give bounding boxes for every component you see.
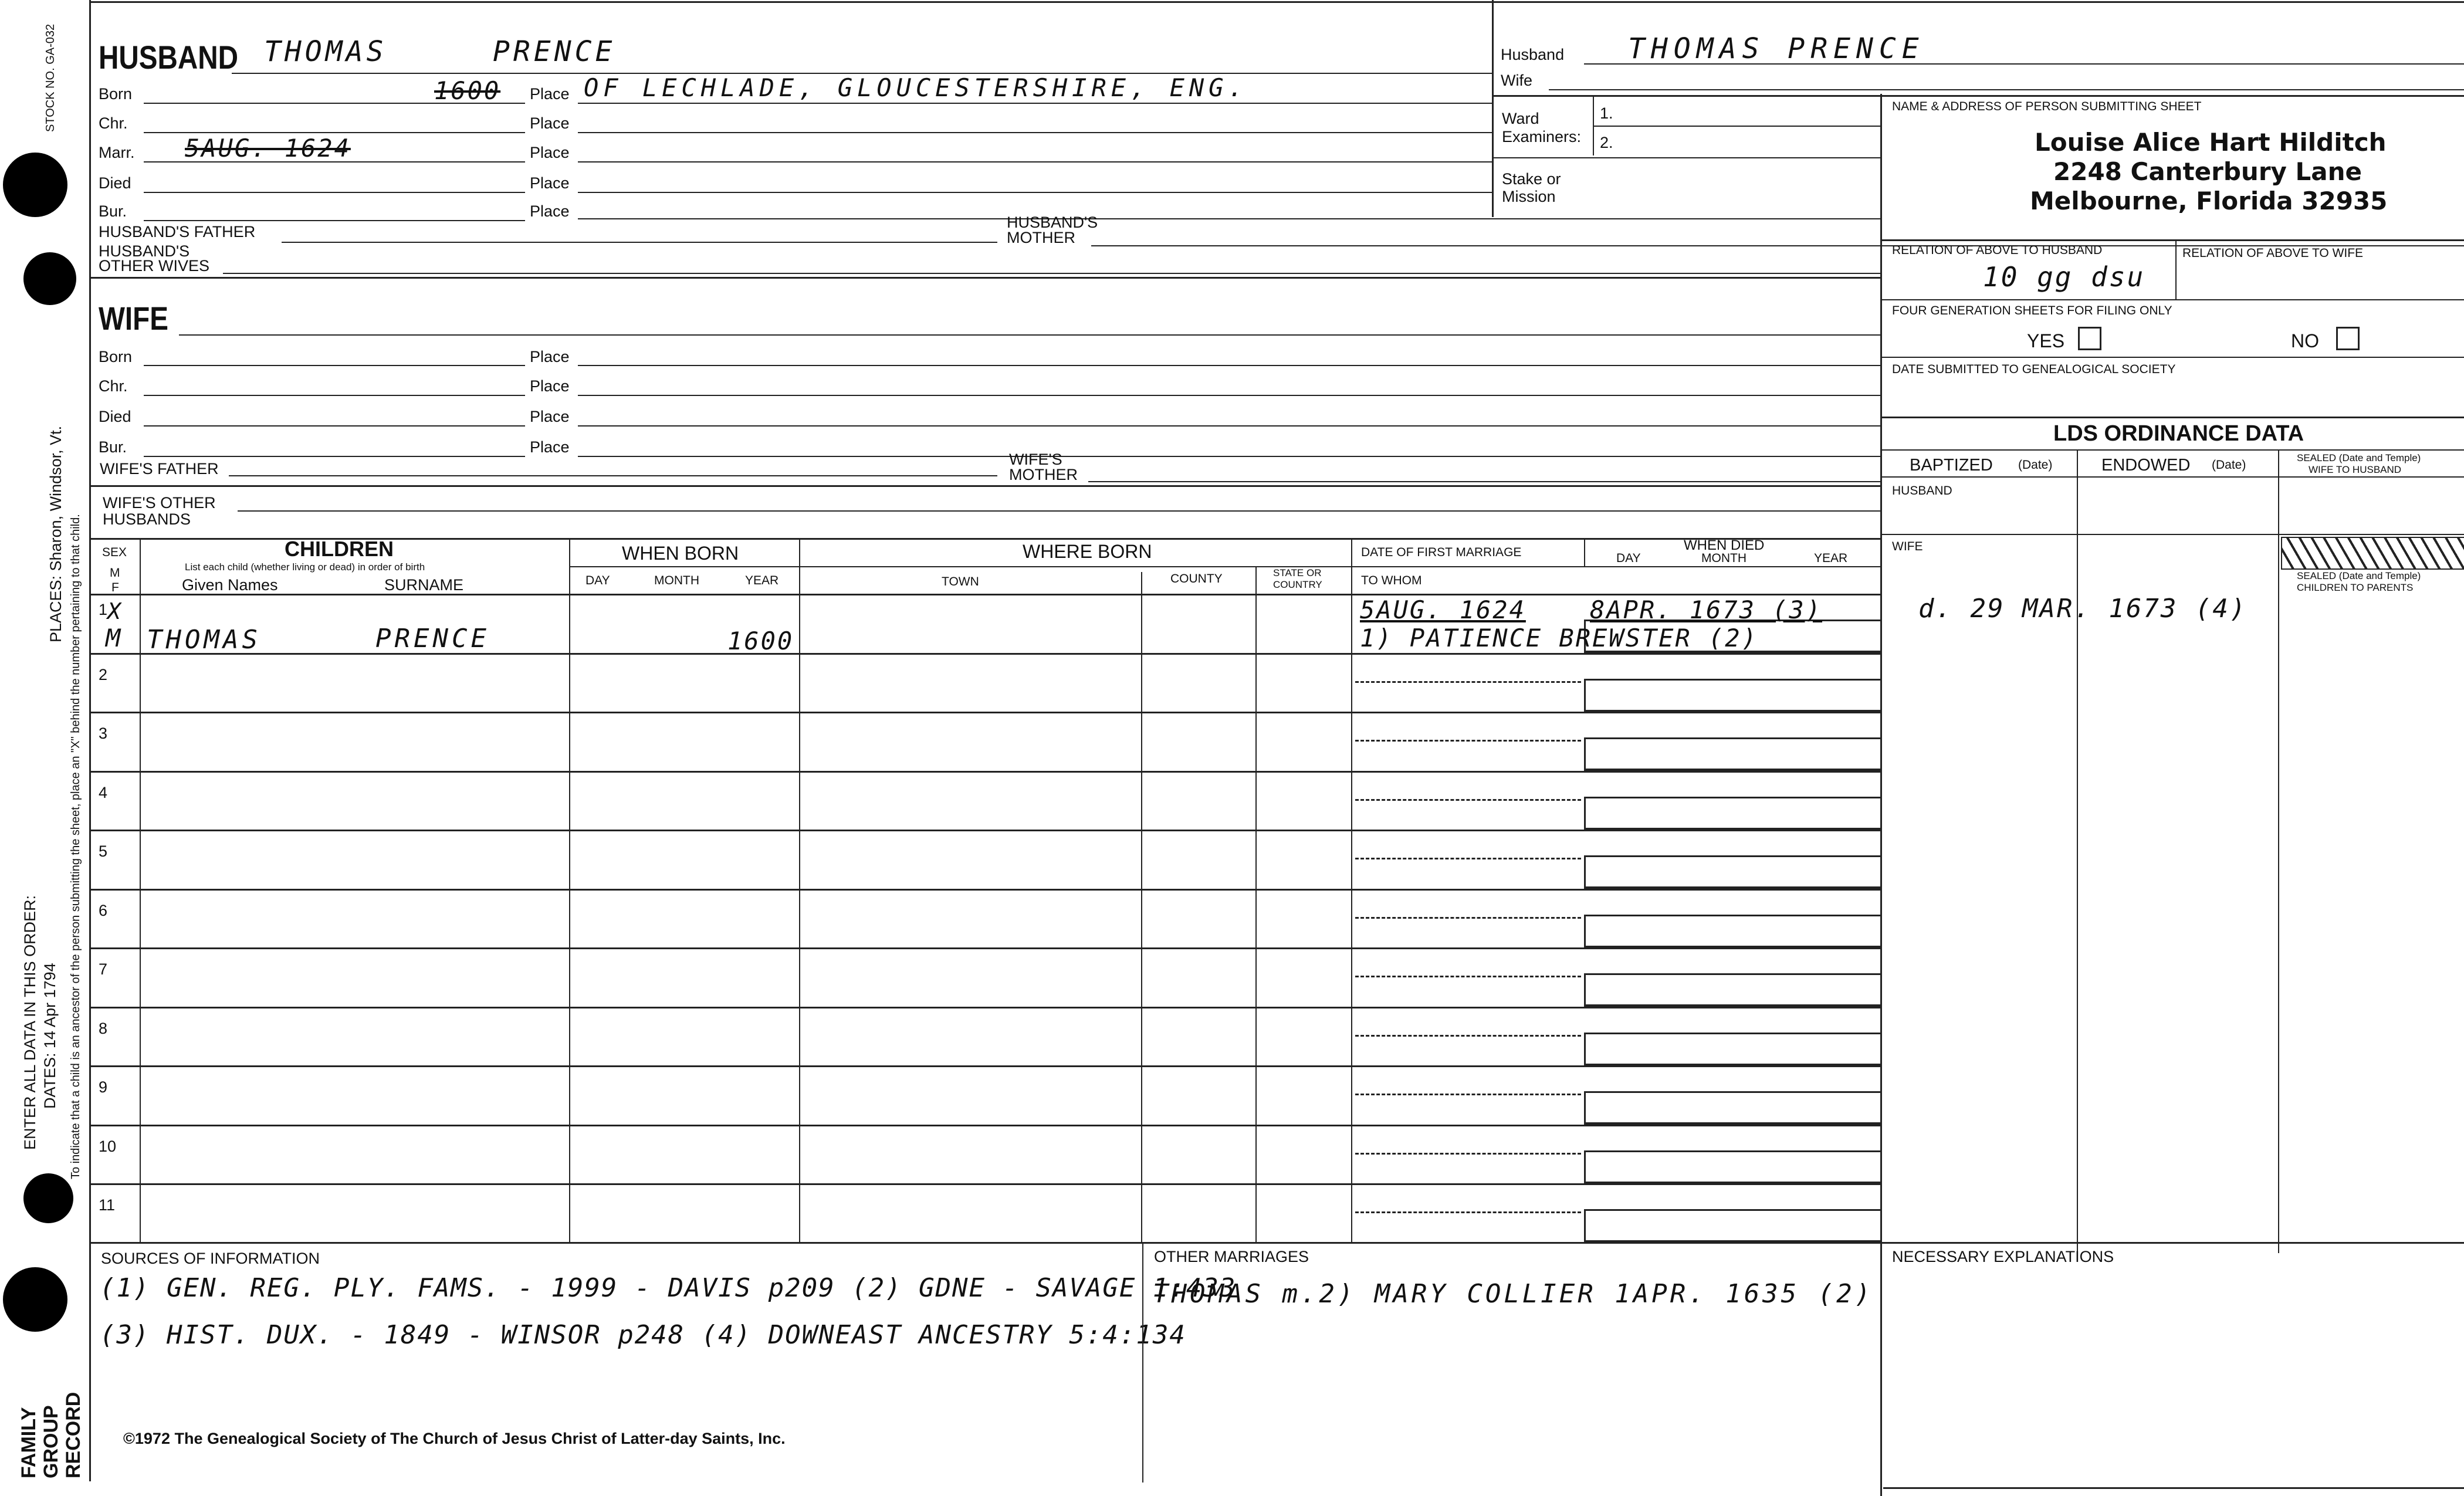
wife-heading: WIFE xyxy=(99,300,168,337)
death-date-box xyxy=(1584,973,1881,1007)
top-border xyxy=(89,1,2464,3)
place-label: Place xyxy=(530,348,570,365)
place-label: Place xyxy=(530,202,570,220)
month-header: MONTH xyxy=(654,574,699,587)
other-marriages-value: THOMAS m.2) MARY COLLIER 1APR. 1635 (2) xyxy=(1153,1279,1874,1309)
child-row-divider xyxy=(89,1065,1880,1067)
death-date-box xyxy=(1584,679,1881,713)
stock-number: STOCK NO. GA-032 xyxy=(44,23,57,132)
child-row-number: 1 xyxy=(99,601,108,618)
right-panel-divider xyxy=(1880,94,1882,1496)
marriage-date-dashed-line xyxy=(1355,1094,1581,1095)
town-header: TOWN xyxy=(942,575,979,588)
examiner-1: 1. xyxy=(1600,104,1613,122)
county-header: COUNTY xyxy=(1170,572,1223,585)
examiners-label: Examiners: xyxy=(1502,128,1582,145)
header-divider xyxy=(1492,0,1494,217)
marriage-date-dashed-line xyxy=(1355,917,1581,919)
submitter-street: 2248 Canterbury Lane xyxy=(2053,157,2363,186)
child-1-given: THOMAS xyxy=(147,625,261,655)
other-marriages-label: OTHER MARRIAGES xyxy=(1154,1248,1309,1265)
relation-husband-label: RELATION OF ABOVE TO HUSBAND xyxy=(1892,243,2103,257)
sealed-wife-label: SEALED (Date and Temple) xyxy=(2297,452,2421,463)
child-row-divider xyxy=(89,1183,1880,1185)
wifes-mother-label-2: MOTHER xyxy=(1009,466,1078,483)
marriage-date-dashed-line xyxy=(1355,1035,1581,1037)
child-row-divider xyxy=(89,1125,1880,1126)
submitter-label: NAME & ADDRESS OF PERSON SUBMITTING SHEET xyxy=(1892,100,2202,113)
husband-given-name: THOMAS xyxy=(264,35,387,68)
death-date-box xyxy=(1584,1209,1881,1243)
examiner-2: 2. xyxy=(1600,134,1613,151)
child-row-number: 10 xyxy=(99,1137,117,1155)
place-label: Place xyxy=(530,114,570,132)
enter-all-data: ENTER ALL DATA IN THIS ORDER: xyxy=(21,895,39,1150)
child-1-death-date: 8APR. 1673 (3) xyxy=(1590,595,1823,624)
family-group-record-title: FAMILY GROUP RECORD xyxy=(18,1392,84,1478)
place-label: Place xyxy=(530,144,570,161)
husband-born-place: OF LECHLADE, GLOUCESTERSHIRE, ENG. xyxy=(584,73,1248,102)
punch-hole xyxy=(23,252,76,305)
child-row-divider xyxy=(89,830,1880,831)
died-month-header: MONTH xyxy=(1701,551,1747,565)
husbands-other-wives-label-2: OTHER WIVES xyxy=(99,257,210,275)
lds-husband-label: HUSBAND xyxy=(1892,484,1952,497)
yes-checkbox[interactable] xyxy=(2078,327,2101,350)
no-checkbox[interactable] xyxy=(2336,327,2360,350)
marriage-date-dashed-line xyxy=(1355,1211,1581,1213)
punch-hole xyxy=(3,1267,67,1332)
header-husband-value: THOMAS PRENCE xyxy=(1628,32,1925,65)
child-1-surname: PRENCE xyxy=(375,624,490,654)
husband-marr-label: Marr. xyxy=(99,144,135,161)
sex-m: M xyxy=(110,566,120,580)
child-row-number: 3 xyxy=(99,725,108,742)
source-line-2: (3) HIST. DUX. - 1849 - WINSOR p248 (4) DOWNEAST ANCESTRY 5:4:134 xyxy=(100,1320,1186,1350)
child-1-sex: M xyxy=(106,624,123,652)
lds-wife-label: WIFE xyxy=(1892,540,1923,553)
child-1-marker: X xyxy=(107,598,123,624)
given-names-header: Given Names xyxy=(182,576,278,594)
sex-f: F xyxy=(111,581,119,594)
places-note: PLACES: Sharon, Windsor, Vt. xyxy=(47,425,65,642)
surname-header: SURNAME xyxy=(384,576,464,594)
marriage-date-dashed-line xyxy=(1355,976,1581,977)
marriage-date-dashed-line xyxy=(1355,858,1581,859)
death-date-box xyxy=(1584,915,1881,949)
mission-label: Mission xyxy=(1502,188,1556,205)
child-row-divider xyxy=(89,712,1880,713)
ward-label: Ward xyxy=(1502,110,1539,127)
lds-baptized: BAPTIZED xyxy=(1910,456,1993,475)
death-date-box xyxy=(1584,1150,1881,1184)
sex-header: SEX xyxy=(102,546,127,559)
to-whom-header: TO WHOM xyxy=(1361,574,1422,587)
lds-title: LDS ORDINANCE DATA xyxy=(2053,421,2304,446)
wife-bur-label: Bur. xyxy=(99,438,127,456)
child-row-divider xyxy=(89,653,1880,655)
endowed-date-label: (Date) xyxy=(2212,458,2246,472)
stake-label: Stake or xyxy=(1502,170,1561,188)
wifes-other-husbands-label-2: HUSBANDS xyxy=(103,510,191,528)
where-born-header: WHERE BORN xyxy=(1023,541,1152,562)
husband-heading: HUSBAND xyxy=(99,39,238,76)
child-1-marriage-date: 5AUG. 1624 xyxy=(1360,595,1526,624)
husbands-father-label: HUSBAND'S FATHER xyxy=(99,223,256,241)
marriage-date-dashed-line xyxy=(1355,681,1581,683)
date-submitted-label: DATE SUBMITTED TO GENEALOGICAL SOCIETY xyxy=(1892,363,2176,376)
place-label: Place xyxy=(530,174,570,192)
death-date-box xyxy=(1584,855,1881,889)
husbands-other-wives-label: HUSBAND'S xyxy=(99,242,190,260)
child-row-number: 11 xyxy=(99,1196,116,1214)
sources-label: SOURCES OF INFORMATION xyxy=(101,1250,320,1267)
child-row-divider xyxy=(89,1007,1880,1008)
child-row-number: 2 xyxy=(99,665,108,683)
year-header: YEAR xyxy=(745,574,779,587)
child-1-spouse: 1) PATIENCE BREWSTER (2) xyxy=(1360,624,1758,652)
child-row-divider xyxy=(89,771,1880,773)
marriage-date-dashed-line xyxy=(1355,1153,1581,1155)
lds-endowed: ENDOWED xyxy=(2101,456,2191,475)
day-header: DAY xyxy=(585,574,610,587)
country-header: COUNTRY xyxy=(1273,579,1322,590)
died-year-header: YEAR xyxy=(1814,551,1848,565)
when-born-header: WHEN BORN xyxy=(622,543,739,564)
husband-born-label: Born xyxy=(99,85,133,103)
child-row-number: 7 xyxy=(99,960,108,978)
husband-died-label: Died xyxy=(99,174,131,192)
death-date-box xyxy=(1584,797,1881,831)
wifes-mother-label: WIFE'S xyxy=(1009,451,1062,468)
place-label: Place xyxy=(530,438,570,456)
husband-chr-label: Chr. xyxy=(99,114,128,132)
marriage-date-dashed-line xyxy=(1355,799,1581,801)
explanations-label: NECESSARY EXPLANATIONS xyxy=(1892,1248,2114,1265)
death-date-box xyxy=(1584,1091,1881,1125)
children-header: CHILDREN xyxy=(285,537,394,561)
sealed-children-label-2: CHILDREN TO PARENTS xyxy=(2297,582,2414,593)
child-row-number: 5 xyxy=(99,842,108,860)
copyright: ©1972 The Genealogical Society of The Church of Jesus Christ of Latter-day Saints, Inc. xyxy=(123,1430,786,1447)
state-header: STATE OR xyxy=(1273,567,1322,578)
child-row-divider xyxy=(89,889,1880,891)
header-husband-label: Husband xyxy=(1501,46,1565,63)
husband-surname: PRENCE xyxy=(493,35,616,68)
no-label: NO xyxy=(2291,330,2319,351)
husband-marr-value: 5AUG. 1624 xyxy=(185,134,351,163)
death-date-box xyxy=(1584,737,1881,771)
when-died-header: WHEN DIED xyxy=(1684,537,1765,553)
child-row-number: 9 xyxy=(99,1078,108,1096)
died-day-header: DAY xyxy=(1616,551,1641,565)
first-marriage-header: DATE OF FIRST MARRIAGE xyxy=(1361,546,1522,559)
ancestor-note: To indicate that a child is an ancestor of the person submitting the sheet, place an "X" behind the number pertaining to that child. xyxy=(69,514,82,1179)
wifes-father-label: WIFE'S FATHER xyxy=(100,460,219,478)
yes-label: YES xyxy=(2027,330,2065,351)
submitter-name: Louise Alice Hart Hilditch xyxy=(2035,128,2387,157)
header-wife-label: Wife xyxy=(1501,72,1532,89)
husband-born-place-label: Place xyxy=(530,85,570,103)
left-border xyxy=(89,0,91,1481)
sealed-wife-label-2: WIFE TO HUSBAND xyxy=(2309,464,2402,475)
death-date-box xyxy=(1584,1033,1881,1067)
child-row-number: 8 xyxy=(99,1019,108,1037)
sealed-children-label: SEALED (Date and Temple) xyxy=(2297,570,2421,581)
wife-born-label: Born xyxy=(99,348,133,365)
lds-death-note: d. 29 MAR. 1673 (4) xyxy=(1918,594,2248,624)
relation-wife-label: RELATION OF ABOVE TO WIFE xyxy=(2182,246,2364,260)
children-list-note: List each child (whether living or dead) in order of birth xyxy=(185,561,425,573)
child-1-year: 1600 xyxy=(727,627,794,655)
submitter-city: Melbourne, Florida 32935 xyxy=(2030,187,2388,215)
sealed-hatch xyxy=(2281,537,2464,570)
baptized-date-label: (Date) xyxy=(2018,458,2053,472)
marriage-date-dashed-line xyxy=(1355,740,1581,742)
punch-hole xyxy=(3,153,67,217)
child-row-number: 4 xyxy=(99,783,108,801)
place-label: Place xyxy=(530,377,570,395)
dates-note: DATES: 14 Apr 1794 xyxy=(41,963,59,1109)
wife-chr-label: Chr. xyxy=(99,377,128,395)
punch-hole xyxy=(23,1173,73,1223)
child-row-divider xyxy=(89,947,1880,949)
relation-husband-value: 10 gg dsu xyxy=(1983,261,2145,293)
wifes-other-husbands-label: WIFE'S OTHER xyxy=(103,494,216,512)
husbands-mother-label: HUSBAND'S xyxy=(1007,214,1098,231)
four-generation-label: FOUR GENERATION SHEETS FOR FILING ONLY xyxy=(1892,304,2172,317)
husband-born-value: 1600 xyxy=(434,76,501,105)
wife-died-label: Died xyxy=(99,408,131,425)
source-line-1: (1) GEN. REG. PLY. FAMS. - 1999 - DAVIS p209 (2) GDNE - SAVAGE 1:433 xyxy=(100,1273,1237,1303)
husbands-mother-label-2: MOTHER xyxy=(1007,229,1075,246)
place-label: Place xyxy=(530,408,570,425)
child-row-number: 6 xyxy=(99,901,108,919)
husband-bur-label: Bur. xyxy=(99,202,127,220)
